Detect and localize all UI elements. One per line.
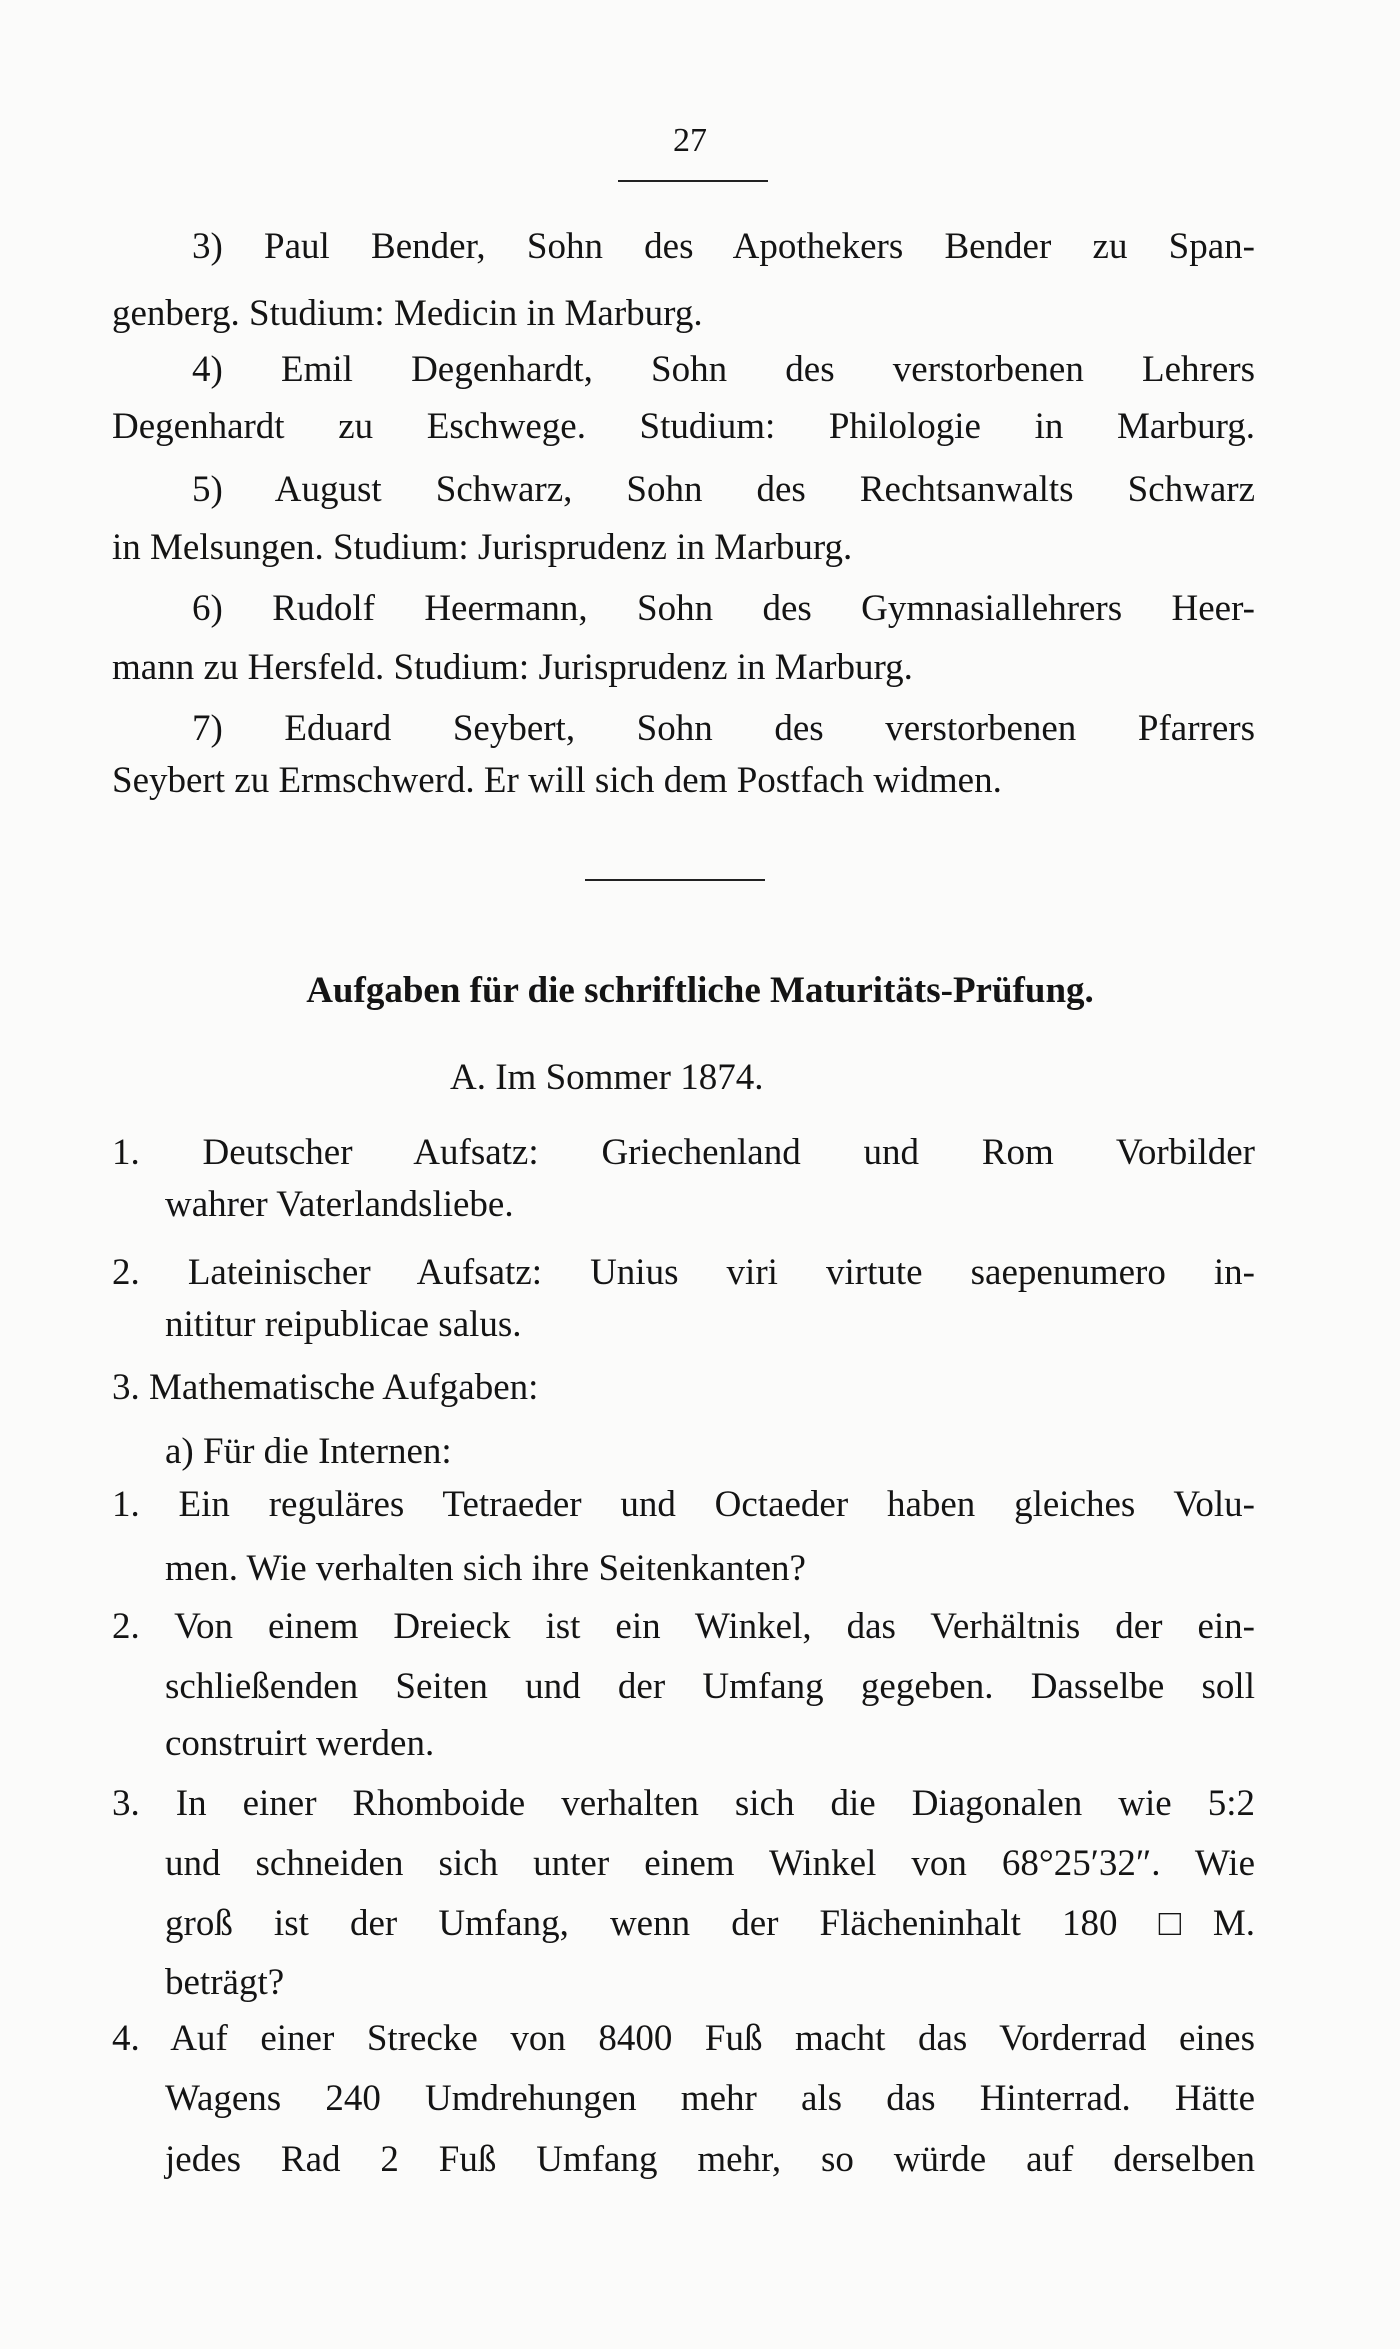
entry-7-line-1: 7) Eduard Seybert, Sohn des verstorbenen Pfarrers <box>192 708 1255 749</box>
entry-3-line-2: genberg. Studium: Medicin in Marburg. <box>112 293 703 334</box>
task-2-line-1: 2. Lateinischer Aufsatz: Unius viri virtute saepenumero in- <box>112 1252 1255 1293</box>
task-3-line-1: 3. Mathematische Aufgaben: <box>112 1367 539 1408</box>
task-1-line-1: 1. Deutscher Aufsatz: Griechenland und Rom Vorbilder <box>112 1132 1255 1173</box>
subsection-internal: a) Für die Internen: <box>165 1431 452 1472</box>
problem-1-line-1: 1. Ein reguläres Tetraeder und Octaeder haben gleiches Volu- <box>112 1484 1255 1525</box>
task-2-line-2: nititur reipublicae salus. <box>165 1304 522 1345</box>
problem-4-line-3: jedes Rad 2 Fuß Umfang mehr, so würde auf derselben <box>165 2139 1255 2180</box>
entry-6-line-1: 6) Rudolf Heermann, Sohn des Gymnasiallehrers Heer- <box>192 588 1255 629</box>
entry-4-line-1: 4) Emil Degenhardt, Sohn des verstorbenen Lehrers <box>192 349 1255 390</box>
entry-5-line-1: 5) August Schwarz, Sohn des Rechtsanwalts Schwarz <box>192 469 1255 510</box>
entry-4-line-2: Degenhardt zu Eschwege. Studium: Philologie in Marburg. <box>112 406 1255 447</box>
entry-3-line-1: 3) Paul Bender, Sohn des Apothekers Bender zu Span- <box>192 226 1255 267</box>
problem-4-line-1: 4. Auf einer Strecke von 8400 Fuß macht das Vorderrad eines <box>112 2018 1255 2059</box>
problem-2-line-1: 2. Von einem Dreieck ist ein Winkel, das Verhältnis der ein- <box>112 1606 1255 1647</box>
entry-5-line-2: in Melsungen. Studium: Jurisprudenz in Marburg. <box>112 527 853 568</box>
page-number: 27 <box>673 122 707 159</box>
problem-3-line-2: und schneiden sich unter einem Winkel von 68°25′32″. Wie <box>165 1843 1255 1884</box>
section-divider <box>585 879 765 881</box>
problem-3-line-3: groß ist der Umfang, wenn der Flächeninhalt 180 □M. <box>165 1903 1255 1944</box>
entry-7-line-2: Seybert zu Ermschwerd. Er will sich dem Postfach widmen. <box>112 760 1002 801</box>
header-rule <box>618 180 768 182</box>
problem-1-line-2: men. Wie verhalten sich ihre Seitenkanten? <box>165 1548 806 1589</box>
entry-6-line-2: mann zu Hersfeld. Studium: Jurisprudenz in Marburg. <box>112 647 913 688</box>
problem-4-line-2: Wagens 240 Umdrehungen mehr als das Hinterrad. Hätte <box>165 2078 1255 2119</box>
subheading-summer-1874: A. Im Sommer 1874. <box>450 1057 764 1098</box>
section-heading: Aufgaben für die schriftliche Maturitäts-Prüfung. <box>306 970 1094 1011</box>
task-1-line-2: wahrer Vaterlandsliebe. <box>165 1184 514 1225</box>
problem-3-line-4: beträgt? <box>165 1962 285 2003</box>
problem-2-line-2: schließenden Seiten und der Umfang gegeben. Dasselbe soll <box>165 1666 1255 1707</box>
problem-2-line-3: construirt werden. <box>165 1723 435 1764</box>
problem-3-line-1: 3. In einer Rhomboide verhalten sich die Diagonalen wie 5:2 <box>112 1783 1255 1824</box>
